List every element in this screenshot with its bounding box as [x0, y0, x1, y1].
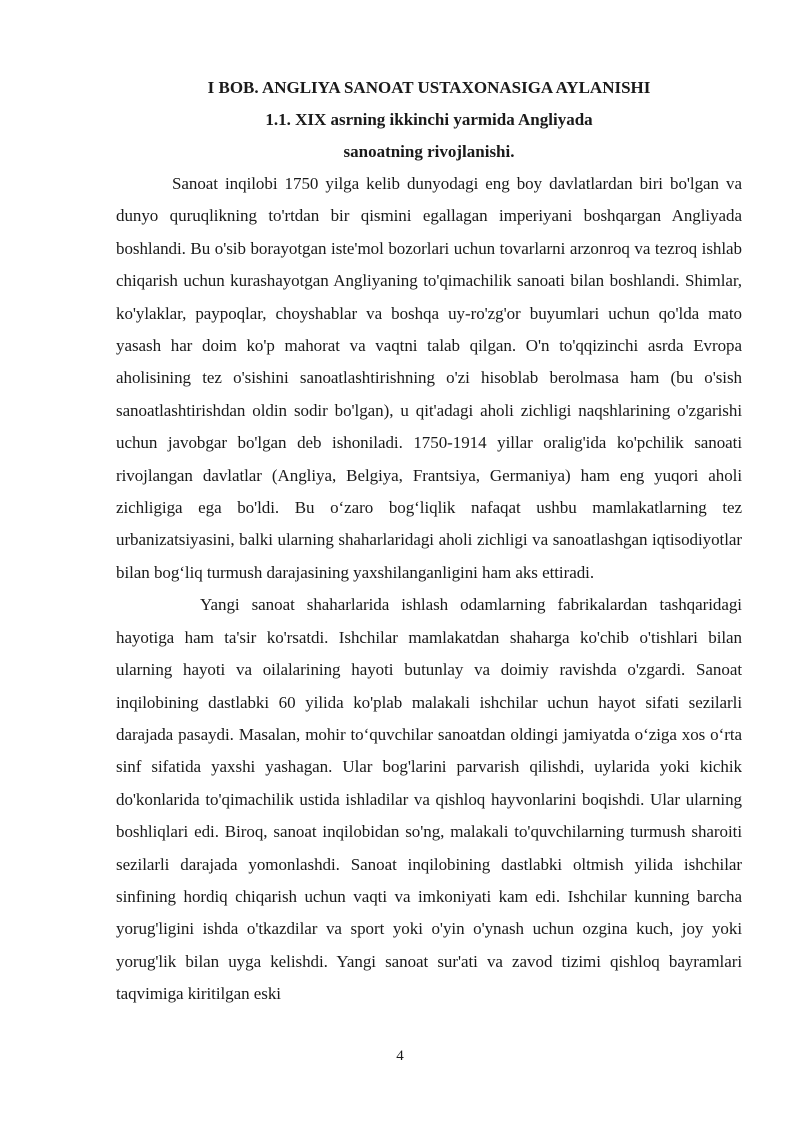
chapter-title: I BOB. ANGLIYA SANOAT USTAXONASIGA AYLANISHI — [207, 78, 651, 97]
page-content — [116, 72, 742, 1011]
paragraph-2: Yangi sanoat shaharlarida ishlash odamlarning fabrikalardan tashqaridagi hayotiga ham ta'sir ko'rsatdi. Ishchilar mamlakatdan shaharga ko'chib o'tishlari bilan ularning hayoti va oilalarining hayoti butunlay va doimiy ravishda o'zgardi. Sanoat inqilobining dastlabki 60 yilida ko'plab malakali ishchilar uchun hayot sifati sezilarli darajada pasaydi. Masalan, mohir to‘quvchilar sanoatdan oldingi jamiyatda o‘ziga xos o‘rta sinf sifatida yaxshi yashagan. Ular bog'larini parvarish qilishdi, uylarida yoki kichik do'konlarida to'qimachilik ustida ishladilar va qishloq hayvonlarini boqishdi. Ular ularning boshliqlari edi. Biroq, sanoat inqilobidan so'ng, malakali to'quvchilarning turmush sharoiti sezilarli darajada yomonlashdi. Sanoat inqilobining dastlabki oltmish yilida ishchilar sinfining hordiq chiqarish uchun vaqti va imkoniyati kam edi. Ishchilar kunning barcha yorug'ligini ishda o'tkazdilar va sport yoki o'yin o'ynash uchun ozgina kuch, joy yoki yorug'lik bilan uyga kelishdi. Yangi sanoat sur'ati va zavod tizimi qishloq bayramlari taqvimiga kiritilgan eski — [116, 595, 742, 1004]
body-text — [116, 168, 742, 1011]
section-title-line2: sanoatning rivojlanishi. — [343, 142, 515, 161]
page-number: 4 — [396, 1048, 404, 1064]
paragraph-1: Sanoat inqilobi 1750 yilga kelib dunyodagi eng boy davlatlardan biri bo'lgan va dunyo quruqlikning to'rtdan bir qismini egallagan imperiyani boshqargan Angliyada boshlandi. Bu o'sib borayotgan iste'mol bozorlari uchun tovarlarni arzonroq va tezroq ishlab chiqarish uchun kurashayotgan Angliyaning to'qimachilik sanoati bilan boshlandi. Shimlar, ko'ylaklar, paypoqlar, choyshablar va boshqa uy-ro'zg'or buyumlari uchun qo'lda mato yasash har doim ko'p mahorat va vaqtni talab qilgan. O'n to'qqizinchi asrda Evropa aholisining tez o'sishini sanoatlashtirishning o'zi hisoblab berolmasa ham (bu o'sish sanoatlashtirishdan oldin sodir bo'lgan), u qit'adagi aholi zichligi naqshlarining o'zgarishi uchun javobgar bo'lgan deb ishoniladi. 1750-1914 yillar oralig'ida ko'pchilik sanoati rivojlangan davlatlar (Angliya, Belgiya, Frantsiya, Germaniya) ham eng yuqori aholi zichligiga ega bo'ldi. Bu o‘zaro bog‘liqlik nafaqat ushbu mamlakatlarning tez urbanizatsiyasini, balki ularning shaharlaridagi aholi zichligi va sanoatlashgan iqtisodiyotlar bilan bog‘liq turmush darajasining yaxshilanganligini ham aks ettiradi. — [116, 174, 742, 582]
section-title-line1: 1.1. XIX asrning ikkinchi yarmida Angliyada — [265, 110, 593, 129]
